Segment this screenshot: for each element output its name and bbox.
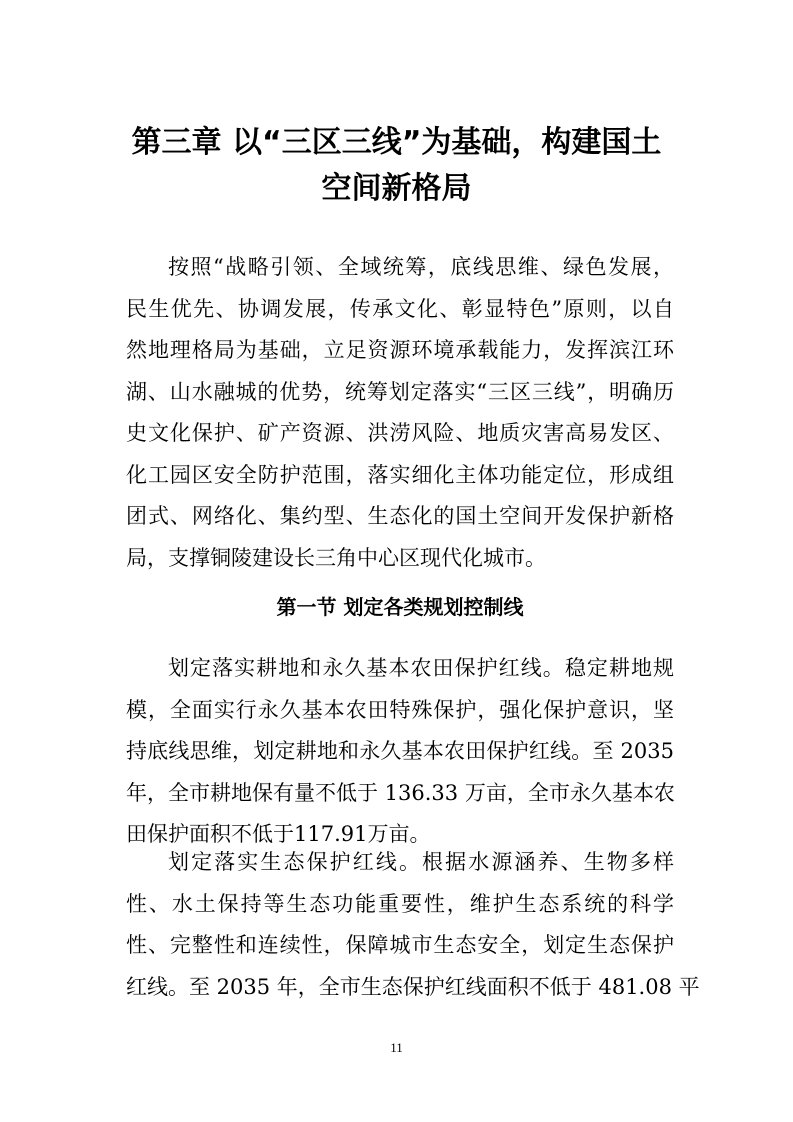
paragraph-lead: 划定落实耕地和永久基本农田保护红线。 (168, 656, 565, 680)
paragraph-line: 性、水土保持等生态功能重要性，维护生态系统的科学 (126, 891, 674, 916)
paragraph-line: 模，全面实行永久基本农田特殊保护，强化保护意识，坚 (126, 697, 674, 722)
chapter-title-line-1: 第三章 以“三区三线”为基础，构建国土 (131, 125, 662, 160)
paragraph-line: 性、完整性和连续性，保障城市生态安全，划定生态保护 (126, 933, 674, 957)
paragraph-line: 湖、山水融城的优势，统筹划定落实“三区三线”，明确历 (126, 379, 674, 404)
paragraph-line: 团式、网络化、集约型、生态化的国土空间开发保护新格 (126, 504, 674, 528)
chapter-title-line-2: 空间新格局 (321, 171, 472, 206)
paragraph-line: 局，支撑铜陵建设长三角中心区现代化城市。 (126, 545, 546, 570)
paragraph-line: 红线。至 2035 年，全市生态保护红线面积不低于 481.08 平 (126, 974, 700, 999)
section-title: 第一节 划定各类规划控制线 (276, 595, 524, 619)
paragraph-line: 史文化保护、矿产资源、洪涝风险、地质灾害高易发区、 (126, 421, 674, 445)
paragraph-line: 田保护面积不低于117.91万亩。 (126, 822, 431, 846)
farmland-paragraph (126, 648, 674, 856)
paragraph-line (126, 842, 674, 884)
paragraph-line: 然地理格局为基础，立足资源环境承载能力，发挥滨江环 (126, 338, 674, 362)
paragraph-line: 民生优先、协调发展，传承文化、彰显特色”原则，以自 (126, 296, 674, 321)
page-number: 11 (390, 1040, 403, 1055)
intro-paragraph (126, 247, 674, 579)
paragraph-line: 持底线思维，划定耕地和永久基本农田保护红线。至 2035 (126, 739, 674, 763)
chapter-title (110, 120, 683, 212)
paragraph-line: 按照“战略引领、全域统筹，底线思维、绿色发展， (168, 255, 674, 279)
ecology-paragraph (126, 842, 700, 1008)
paragraph-line-rest: 稳定耕地规 (564, 656, 675, 680)
paragraph-line (126, 648, 674, 690)
paragraph-line: 化工园区安全防护范围，落实细化主体功能定位，形成组 (126, 462, 674, 487)
paragraph-lead: 划定落实生态保护红线。 (168, 850, 423, 874)
paragraph-line: 年，全市耕地保有量不低于 136.33 万亩，全市永久基本农 (126, 780, 675, 805)
paragraph-line-rest: 根据水源涵养、生物多样 (422, 850, 674, 874)
